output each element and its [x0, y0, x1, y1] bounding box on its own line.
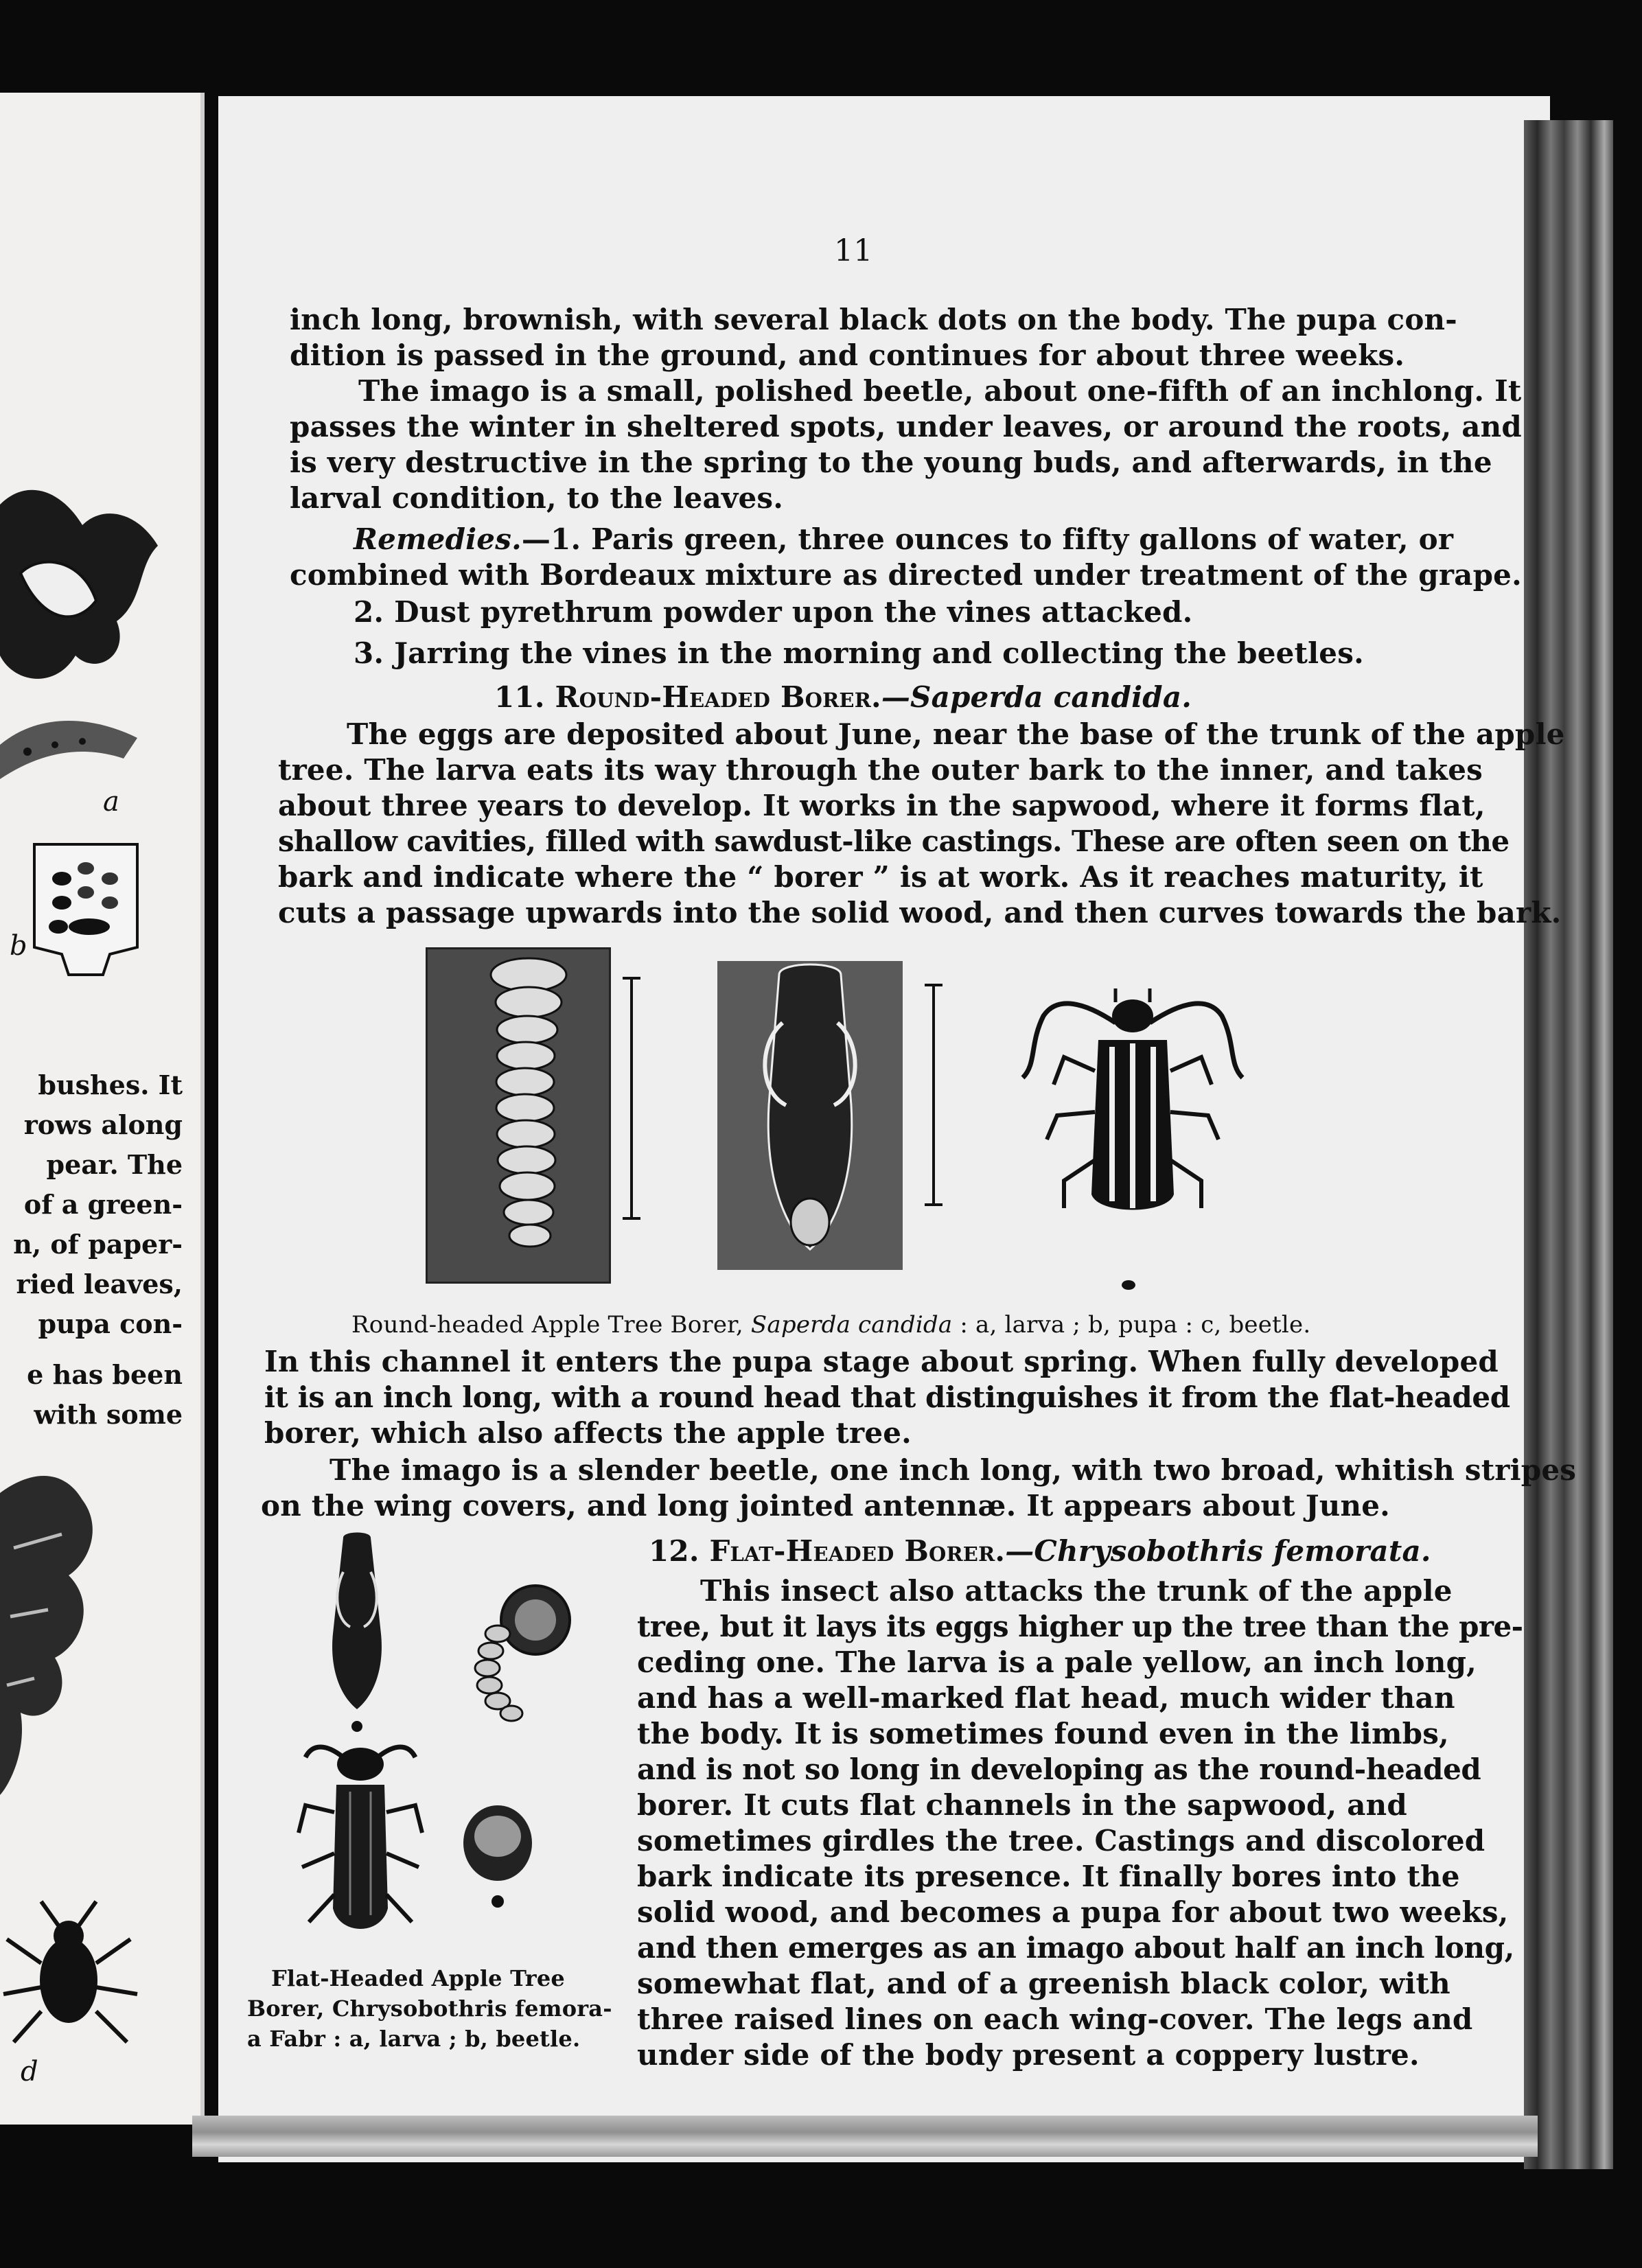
- body-text-line: This insect also attacks the trunk of the apple: [700, 1574, 1453, 1608]
- body-text-line: The imago is a small, polished beetle, about one-fifth of an inchlong. It: [358, 374, 1522, 408]
- scale-bar-larva: [621, 975, 642, 1222]
- left-plant-illustration-top: [0, 450, 165, 875]
- body-text-line: The eggs are deposited about June, near the base of the trunk of the apple: [347, 717, 1565, 751]
- body-text-line: inch long, brownish, with several black dots on the body. The pupa con-: [290, 303, 1457, 336]
- left-leaf-illustration-bottom: [0, 1466, 117, 1822]
- left-text-fragment: of a green-: [23, 1189, 183, 1220]
- page-edge-stack: [1524, 120, 1613, 2169]
- body-text-line: three raised lines on each wing-cover. The legs and: [637, 2002, 1473, 2036]
- section-number: 11.: [494, 680, 555, 714]
- body-text-line: shallow cavities, filled with sawdust-like castings. These are often seen on the: [278, 824, 1510, 858]
- body-text-line: bark and indicate where the “ borer ” is at work. As it reaches maturity, it: [278, 860, 1483, 894]
- body-text-line: solid wood, and becomes a pupa for about two weeks,: [637, 1895, 1509, 1929]
- left-facing-page: [0, 93, 205, 2125]
- flat-headed-head-illustration: [456, 1798, 539, 1922]
- body-text-line: on the wing covers, and long jointed antennæ. It appears about June.: [261, 1489, 1390, 1523]
- left-egg-cluster-illustration: [27, 837, 144, 982]
- remedies-text: —1. Paris green, three ounces to fifty gallons of water, or: [521, 522, 1454, 556]
- body-text-line: In this channel it enters the pupa stage about spring. When fully developed: [264, 1345, 1499, 1378]
- body-text-line: and then emerges as an imago about half an inch long,: [637, 1931, 1514, 1965]
- left-fig-label-d: d: [21, 2056, 38, 2087]
- body-text-line: combined with Bordeaux mixture as directed under treatment of the grape.: [290, 558, 1522, 592]
- page-bottom-edge: [192, 2116, 1538, 2157]
- body-text-line: bark indicate its presence. It finally bores into the: [637, 1860, 1460, 1893]
- caption-text: Round-headed Apple Tree Borer,: [351, 1311, 751, 1339]
- section-species: —Chrysobothris femorata.: [1005, 1534, 1431, 1568]
- scale-bar-pupa: [923, 982, 944, 1208]
- body-text-line: sometimes girdles the tree. Castings and discolored: [637, 1824, 1485, 1858]
- larva-illustration: [426, 947, 611, 1284]
- body-text-line: 3. Jarring the vines in the morning and collecting the beetles.: [354, 636, 1364, 670]
- left-fig-label-a: a: [103, 786, 119, 818]
- left-text-fragment: rows along: [23, 1109, 183, 1140]
- body-text-line: and is not so long in developing as the round-headed: [637, 1752, 1481, 1786]
- left-text-fragment: pupa con-: [38, 1308, 183, 1339]
- body-text-line: the body. It is sometimes found even in the limbs,: [637, 1717, 1449, 1750]
- pupa-illustration: [717, 961, 903, 1270]
- body-text-line: tree, but it lays its eggs higher up the tree than the pre-: [637, 1610, 1523, 1643]
- caption-text: : a, larva ; b, pupa : c, beetle.: [952, 1311, 1311, 1339]
- section-number: 12.: [649, 1534, 710, 1568]
- ink-speck: [1120, 1278, 1137, 1292]
- body-text-line: is very destructive in the spring to the young buds, and afterwards, in the: [290, 445, 1492, 479]
- section-heading-11: [494, 680, 1192, 715]
- left-text-fragment: n, of paper-: [13, 1229, 183, 1260]
- section-heading-12: [649, 1534, 1431, 1569]
- remedies-label: Remedies.: [354, 522, 522, 556]
- left-text-fragment: with some: [34, 1399, 183, 1430]
- left-text-fragment: bushes. It: [38, 1069, 183, 1100]
- body-text-line: borer, which also affects the apple tree.: [264, 1416, 912, 1450]
- figure-caption-flat-headed: Flat-Headed Apple Tree: [271, 1965, 565, 1991]
- section-title: Round-Headed Borer.: [555, 680, 881, 714]
- body-text-line: larval condition, to the leaves.: [290, 481, 784, 515]
- flat-headed-pupa-illustration: [316, 1531, 398, 1737]
- flat-headed-beetle-illustration: [292, 1730, 429, 1956]
- body-text-line: and has a well-marked flat head, much wider than: [637, 1681, 1455, 1715]
- figure-caption-flat-headed: Borer, Chrysobothris femora-: [247, 1995, 612, 2022]
- section-species: —Saperda candida.: [881, 680, 1192, 714]
- body-text-line: ceding one. The larva is a pale yellow, an inch long,: [637, 1645, 1477, 1679]
- body-text-line: it is an inch long, with a round head that distinguishes it from the flat-headed: [264, 1380, 1510, 1414]
- remedies-line: [354, 522, 1453, 557]
- body-text-line: The imago is a slender beetle, one inch long, with two broad, whitish stripes: [329, 1453, 1577, 1487]
- body-text-line: tree. The larva eats its way through the outer bark to the inner, and takes: [278, 753, 1483, 787]
- flat-headed-larva-illustration: [456, 1579, 580, 1744]
- figure-caption-round-headed: [351, 1307, 1310, 1343]
- section-title: Flat-Headed Borer.: [709, 1534, 1006, 1568]
- figure-caption-flat-headed: a Fabr : a, larva ; b, beetle.: [247, 2026, 581, 2052]
- body-text-line: borer. It cuts flat channels in the sapwood, and: [637, 1788, 1407, 1822]
- left-text-fragment: pear. The: [46, 1149, 183, 1180]
- body-text-line: about three years to develop. It works in the sapwood, where it forms flat,: [278, 789, 1485, 822]
- left-text-fragment: ried leaves,: [16, 1269, 183, 1299]
- page-number: 11: [834, 233, 873, 268]
- body-text-line: 2. Dust pyrethrum powder upon the vines attacked.: [354, 595, 1193, 629]
- left-text-fragment: e has been: [27, 1359, 183, 1390]
- caption-species: Saperda candida: [750, 1311, 953, 1339]
- left-beetle-illustration: [0, 1898, 144, 2056]
- left-fig-label-b: b: [10, 930, 27, 962]
- body-text-line: under side of the body present a coppery lustre.: [637, 2038, 1420, 2072]
- beetle-illustration: [1016, 975, 1249, 1249]
- body-text-line: dition is passed in the ground, and continues for about three weeks.: [290, 338, 1405, 372]
- body-text-line: somewhat flat, and of a greenish black color, with: [637, 1967, 1450, 2000]
- body-text-line: passes the winter in sheltered spots, under leaves, or around the roots, and: [290, 410, 1522, 443]
- body-text-line: cuts a passage upwards into the solid wood, and then curves towards the bark.: [278, 896, 1562, 929]
